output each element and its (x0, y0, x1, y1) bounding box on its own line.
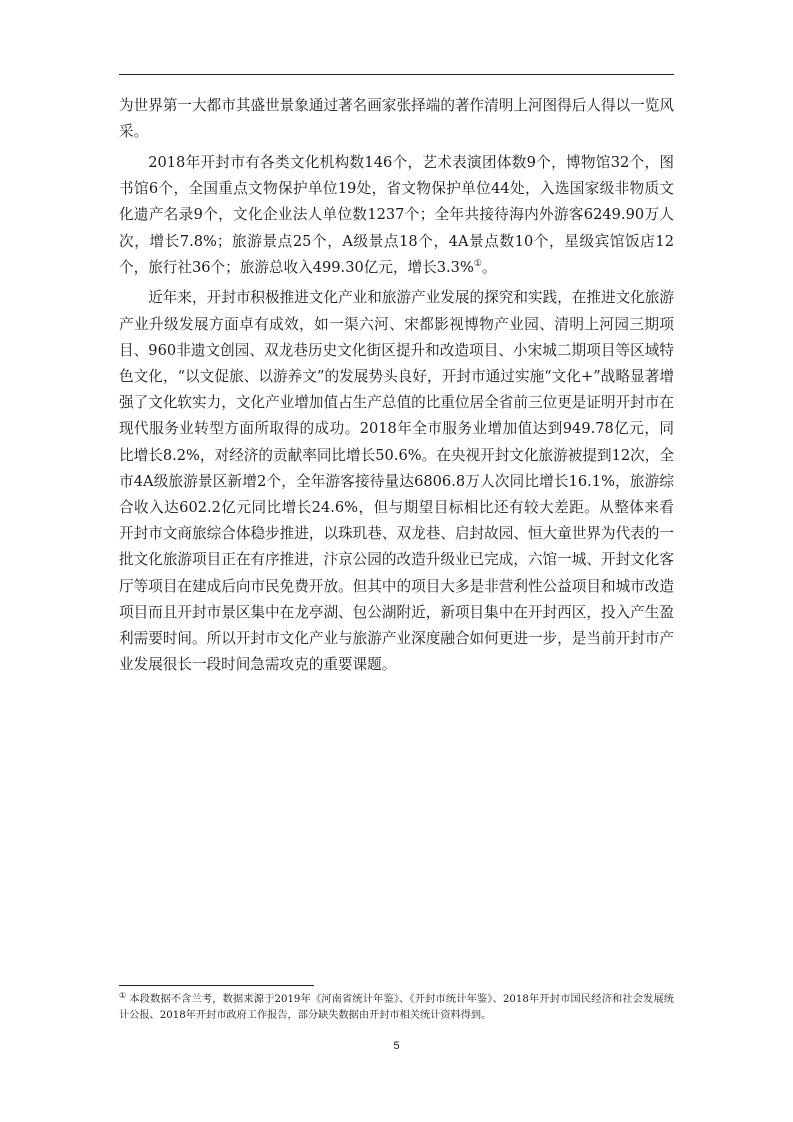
paragraph-text: 近年来，开封市积极推进文化产业和旅游产业发展的探究和实践，在推进文化旅游产业升级发展方面卓有成效，如一渠六河、宋都影视博物产业园、清明上河园三期项目、960非遗文创园、双龙巷历史文化街区提升和改造项目、小宋城二期项目等区域特色文化，“以文促旅、以游养文”的发展势头良好，开封市通过实施“文化+”战略显著增强了文化软实力，文化产业增加值占生产总值的比重位居全省前三位更是证明开封市在现代服务业转型方面所取得的成功。2018年全市服务业增加值达到949.78亿元，同比增长8.2%，对经济的贡献率同比增长50.6%。在央视开封文化旅游被提到12次，全市4A级旅游景区新增2个，全年游客接待量达6806.8万人次同比增长16.1%，旅游综合收入达602.2亿元同比增长24.6%，但与期望目标相比还有较大差距。从整体来看开封市文商旅综合体稳步推进，以珠玑巷、双龙巷、启封故园、恒大童世界为代表的一批文化旅游项目正在有序推进，汴京公园的改造升级业已完成，六馆一城、开封文化客厅等项目在建成后向市民免费开放。但其中的项目大多是非营利性公益项目和城市改造项目而且开封市景区集中在龙亭湖、包公湖附近，新项目集中在开封西区，投入产生盈利需要时间。所以开封市文化产业与旅游产业深度融合如何更进一步，是当前开封市产业发展很长一段时间急需攻克的重要课题。 (119, 289, 674, 674)
header-rule (119, 74, 674, 75)
page-number: 5 (393, 1040, 400, 1052)
paragraph-continuation (119, 93, 674, 145)
footnote-reference[interactable]: ① (473, 258, 482, 269)
paragraph-culture-statistics (119, 150, 674, 281)
body-text (119, 93, 674, 683)
footnote (119, 992, 674, 1024)
footnote-number: ① (119, 990, 127, 1000)
footnote-text: 本段数据不含兰考，数据来源于2019年《河南省统计年鉴》、《开封市统计年鉴》、2018年开封市国民经济和社会发展统计公报、2018年开封市政府工作报告，部分缺失数据由开封市相关统计资料得到。 (119, 994, 674, 1021)
paragraph-industry-development (119, 285, 674, 678)
paragraph-text: 为世界第一大都市其盛世景象通过著名画家张择端的著作清明上河图得后人得以一览风采。 (119, 97, 674, 141)
paragraph-text: 2018年开封市有各类文化机构数146个，艺术表演团体数9个，博物馆32个，图书馆6个，全国重点文物保护单位19处，省文物保护单位44处，入选国家级非物质文化遗产名录9个，文化企业法人单位数1237个；全年共接待海内外游客6249.90万人次，增长7.8%；旅游景点25个，A级景点18个，4A景点数10个，星级宾馆饭店12个，旅行社36个；旅游总收入499.30亿元，增长3.3% (119, 153, 674, 276)
paragraph-text-end: 。 (481, 258, 497, 276)
footnote-rule (119, 985, 314, 986)
